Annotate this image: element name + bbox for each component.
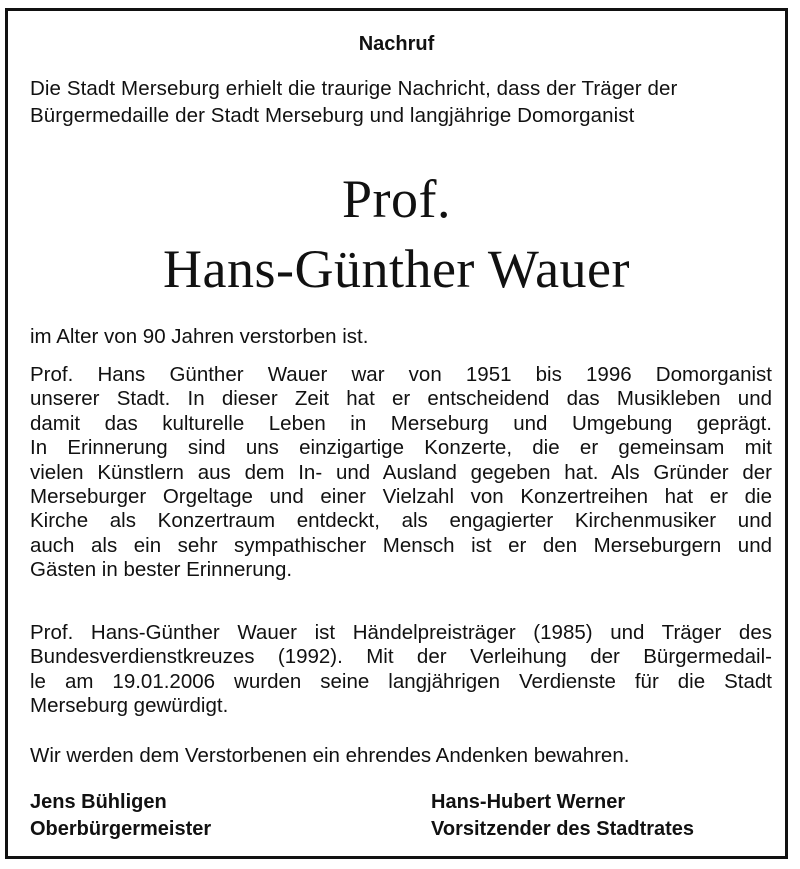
- paragraph-line: Prof. Hans-Günther Wauer ist Händelpreisträger (1985) und Träger des: [30, 621, 772, 644]
- intro-text: [30, 75, 770, 129]
- paragraph-line: Kirche als Konzertraum entdeckt, als engagierter Kirchenmusiker und: [30, 509, 772, 533]
- paragraph-line: Bundesverdienstkreuzes (1992). Mit der Verleihung der Bürgermedail-: [30, 645, 772, 669]
- age-statement: [30, 325, 772, 349]
- deceased-name: Hans-Günther Wauer: [163, 239, 630, 299]
- honors-paragraph: [30, 621, 772, 719]
- signer-council-chair: [431, 789, 694, 843]
- signer-name: Jens Bühligen: [30, 791, 167, 813]
- paragraph-line: Merseburg gewürdigt.: [30, 694, 229, 718]
- paragraph-line: Merseburger Orgeltage und einer Vielzahl von Konzertreihen hat er die: [30, 485, 772, 509]
- signer-name: Hans-Hubert Werner: [431, 791, 626, 813]
- intro-line: Die Stadt Merseburg erhielt die traurige Nachricht, dass der Träger der: [30, 77, 678, 100]
- paragraph-line: auch als ein sehr sympathischer Mensch ist er den Merseburgern und: [30, 533, 772, 557]
- signer-title: Oberbürgermeister: [30, 818, 212, 840]
- age-line: im Alter von 90 Jahren verstorben ist.: [30, 325, 369, 348]
- signer-mayor: [30, 789, 211, 843]
- paragraph-line: Prof. Hans Günther Wauer war von 1951 bis 1996 Domorganist: [30, 363, 772, 386]
- intro-line: Bürgermedaille der Stadt Merseburg und langjährige Domorganist: [30, 104, 635, 127]
- paragraph-line: In Erinnerung sind uns einzigartige Konzerte, die er gemeinsam mit: [30, 436, 772, 460]
- paragraph-line: le am 19.01.2006 wurden seine langjährigen Verdienste für die Stadt: [30, 669, 772, 693]
- biography-paragraph: [30, 363, 772, 583]
- paragraph-line: vielen Künstlern aus dem In- und Ausland gegeben hat. Als Gründer der: [30, 460, 772, 484]
- paragraph-line: unserer Stadt. In dieser Zeit hat er entscheidend das Musikleben und: [30, 387, 772, 411]
- notice-heading: Nachruf: [358, 33, 435, 55]
- signer-title: Vorsitzender des Stadtrates: [431, 818, 695, 840]
- paragraph-line: damit das kulturelle Leben in Merseburg und Umgebung geprägt.: [30, 411, 772, 435]
- obituary-notice: [5, 8, 788, 859]
- paragraph-line: Gästen in bester Erinnerung.: [30, 558, 293, 582]
- closing-line: Wir werden dem Verstorbenen ein ehrendes Andenken bewahren.: [30, 744, 630, 767]
- closing-paragraph: [30, 744, 772, 768]
- deceased-title: Prof.: [342, 169, 451, 229]
